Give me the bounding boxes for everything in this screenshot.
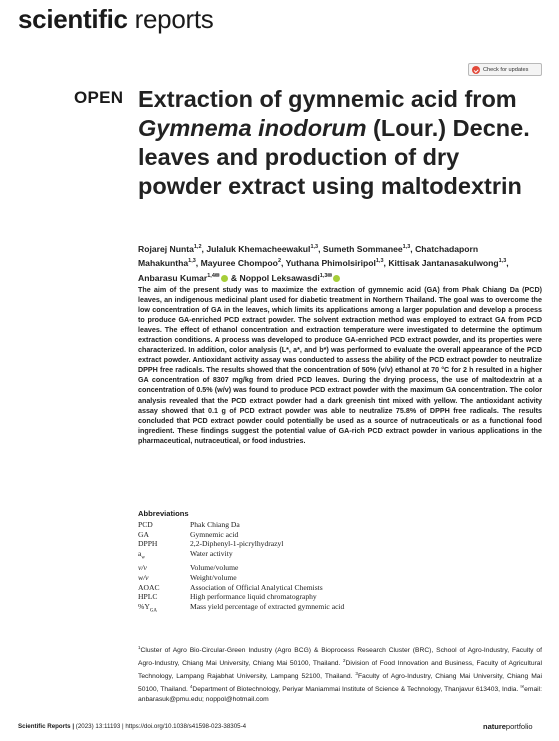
affiliation-text: Division of Food Innovation and Business, Faculty of Agricultural Technology, Lampang Rajabhat University, Lampang 52100, Thailand.: [138, 660, 542, 681]
abbreviation-subscript: GA: [149, 608, 158, 614]
footer-citation: Scientific Reports | (2023) 13:11193 | https://doi.org/10.1038/s41598-023-38305-4: [18, 723, 247, 730]
abbreviation-meaning: Water activity: [190, 549, 233, 559]
author-list: Rojarej Nunta$^{1,2}$, Julaluk Khemacheewakul$^{1,3}$, Sumeth Sommanee$^{1,3}$, Chatchadaporn Mahakuntha$^{1,3}$, Mayuree Chompoo$^2$, Yuthana Phimolsiripol$^{1,3}$, Kittisak Jantanasakulwong$^{1,3}$, Anbarasu Kumar$^{1,4✉}$ & Noppol Leksawasdi$^{1,3✉}$: [138, 243, 509, 283]
abbreviation-row: [138, 573, 344, 583]
abbreviation-meaning: Gymnemic acid: [190, 529, 239, 539]
check-for-updates-button[interactable]: Check for updates: [468, 63, 542, 76]
author-affiliation-sup: 1,2: [193, 244, 202, 250]
article-title: Extraction of gymnemic acid from Gymnema inodorum (Lour.) Decne. leaves and production of dry powder extract using maltodextrin: [138, 86, 530, 199]
abbreviation-row: [138, 563, 344, 573]
abbreviation-term: [138, 602, 190, 616]
abbreviation-meaning: High performance liquid chromatography: [190, 592, 317, 602]
abbreviation-term: [138, 563, 190, 573]
abbreviation-meaning: Weight/volume: [190, 573, 237, 583]
abbreviation-term: [138, 573, 190, 583]
affiliation-number: ✉: [520, 684, 525, 690]
check-updates-icon: [472, 66, 480, 74]
author-name[interactable]: Mayuree Chompoo: [200, 258, 278, 269]
abbreviation-row: [138, 549, 344, 563]
author-name[interactable]: Kittisak Jantanasakulwong: [388, 258, 499, 269]
author-name[interactable]: Noppol Leksawasdi: [239, 272, 320, 283]
abbreviation-term: [138, 530, 190, 540]
publisher-logo: natureportfolio: [483, 722, 533, 731]
abbreviation-row: [138, 530, 344, 540]
author-name[interactable]: Yuthana Phimolsiripol: [285, 258, 376, 269]
abbreviation-meaning: Association of Official Analytical Chemists: [190, 582, 323, 592]
author-affiliation-sup: 1,3: [375, 258, 384, 265]
open-access-label: OPEN: [74, 88, 124, 107]
author-name[interactable]: Sumeth Sommanee: [322, 243, 403, 254]
abstract: The aim of the present study was to maximize the extraction of gymnemic acid (GA) from Phak Chiang Da (PCD) leaves, an indigenous medicinal plant used for diabetic treatment in Northern Thailand. The goal was to overcome the low concentration of GA in the leaves, which limits its applications among a larger population and develop a process to produce GA-enriched PCD extract powder. The solvent extraction method was employed to extract GA from PCD leaves. The effect of ethanol concentration and extraction temperature were investigated to determine the optimum extraction conditions. A process was developed to produce GA-enriched PCD extract powder, and its properties were characterized. In addition, color analysis (L*, a*, and b*) was performed to evaluate the overall appearance of the PCD extract powder. Antioxidant activity assay was conducted to assess the ability of the PCD extract powder to neutralize DPPH free radicals. The results showed that the concentration of 50% (v/v) ethanol at 70 °C for 2 h resulted in a higher GA concentration of 8307 mg/kg from dried PCD leaves. During the drying process, the use of maltodextrin at a concentration of 0.5% (w/v) was found to produce PCD extract powder with the maximum GA concentration. The color analysis revealed that the PCD extract powder had a dark greenish tint mixed with yellow. The antioxidant activity assay showed that 0.1 g of PCD extract powder was able to neutralize 75.8% of DPPH free radicals. The results concluded that PCD extract powder could potentially be used as a source of nutraceuticals or as a functional food ingredient. These findings suggest the potential value of GA-rich PCD extract powder in various applications in the pharmaceutical, nutraceutical, or food industries.: [138, 286, 542, 445]
abbreviation-term: [138, 520, 190, 530]
author-name[interactable]: Anbarasu Kumar: [138, 272, 208, 283]
affiliation-text: Faculty of Agro-Industry, Chiang Mai University, Chiang Mai 50100, Thailand.: [138, 673, 542, 694]
abbreviation-row: [138, 539, 344, 549]
abbreviation-term-text: AOAC: [138, 582, 160, 592]
abbreviation-term-text: %Y: [138, 602, 150, 612]
journal-logo[interactable]: scientific reports: [18, 4, 214, 34]
affiliation-text: Cluster of Agro Bio-Circular-Green Industry (Agro BCG) & Bioprocess Research Cluster (BRC), School of Agro-Industry, Faculty of Agro-Industry, Chiang Mai University, Chiang Mai 50100, Thailand.: [138, 647, 542, 668]
abbreviations-table: [138, 520, 344, 616]
author-name[interactable]: Rojarej Nunta: [138, 243, 194, 254]
abbreviation-term-text: DPPH: [138, 539, 158, 549]
affiliation-text: Department of Biotechnology, Periyar Maniammai Institute of Science & Technology, Thanjavur 613403, India.: [192, 686, 521, 694]
abbreviation-subscript: w: [141, 555, 145, 561]
doi-link[interactable]: | https://doi.org/10.1038/s41598-023-38305-4: [122, 723, 247, 730]
abbreviation-term: [138, 539, 190, 549]
abbreviation-row: [138, 583, 344, 593]
author-name[interactable]: Julaluk Khemacheewakul: [206, 243, 311, 254]
author-affiliation-sup: 1,3: [188, 258, 196, 265]
orcid-icon[interactable]: [333, 275, 340, 282]
author-affiliation-sup: 1,4✉: [207, 272, 220, 279]
affiliation-number: 1: [138, 645, 141, 650]
abbreviation-term: [138, 583, 190, 593]
abbreviation-row: [138, 520, 344, 530]
author-affiliation-sup: 1,3: [498, 258, 507, 265]
abbreviation-meaning: Phak Chiang Da: [190, 520, 240, 529]
author-affiliation-sup: 1,3✉: [319, 272, 332, 279]
author-name[interactable]: Chatchadaporn Mahakuntha: [138, 243, 479, 269]
abbreviation-term: [138, 592, 190, 602]
author-affiliation-sup: 2: [277, 258, 281, 265]
abbreviation-row: [138, 592, 344, 602]
author-affiliation-sup: 1,3: [402, 244, 411, 250]
abbreviation-term-text: PCD: [138, 520, 153, 529]
abbreviation-meaning: Volume/volume: [190, 563, 239, 573]
abbreviation-meaning: Mass yield percentage of extracted gymnemic acid: [190, 602, 345, 612]
affiliation-number: 4: [189, 684, 193, 690]
abbreviation-term-text: HPLC: [138, 592, 158, 602]
affiliation-number: 2: [343, 658, 346, 664]
orcid-icon[interactable]: [221, 275, 228, 282]
abbreviations-heading: Abbreviations: [138, 509, 189, 518]
abbreviation-term-text: GA: [138, 529, 149, 539]
abbreviation-term-text: v/v: [138, 563, 147, 573]
abbreviation-meaning: 2,2-Diphenyl-1-picrylhydrazyl: [190, 539, 284, 549]
author-affiliation-sup: 1,3: [310, 244, 319, 250]
abbreviation-term: [138, 549, 190, 563]
abbreviation-term-text: a: [138, 549, 142, 559]
affiliation-text: email: anbarasuk@pmu.edu; noppol@hotmail.com: [138, 686, 543, 704]
abbreviation-row: [138, 602, 344, 616]
abbreviation-term-text: w/v: [138, 573, 149, 583]
affiliation-number: 3: [355, 671, 358, 677]
affiliations: [138, 643, 542, 705]
